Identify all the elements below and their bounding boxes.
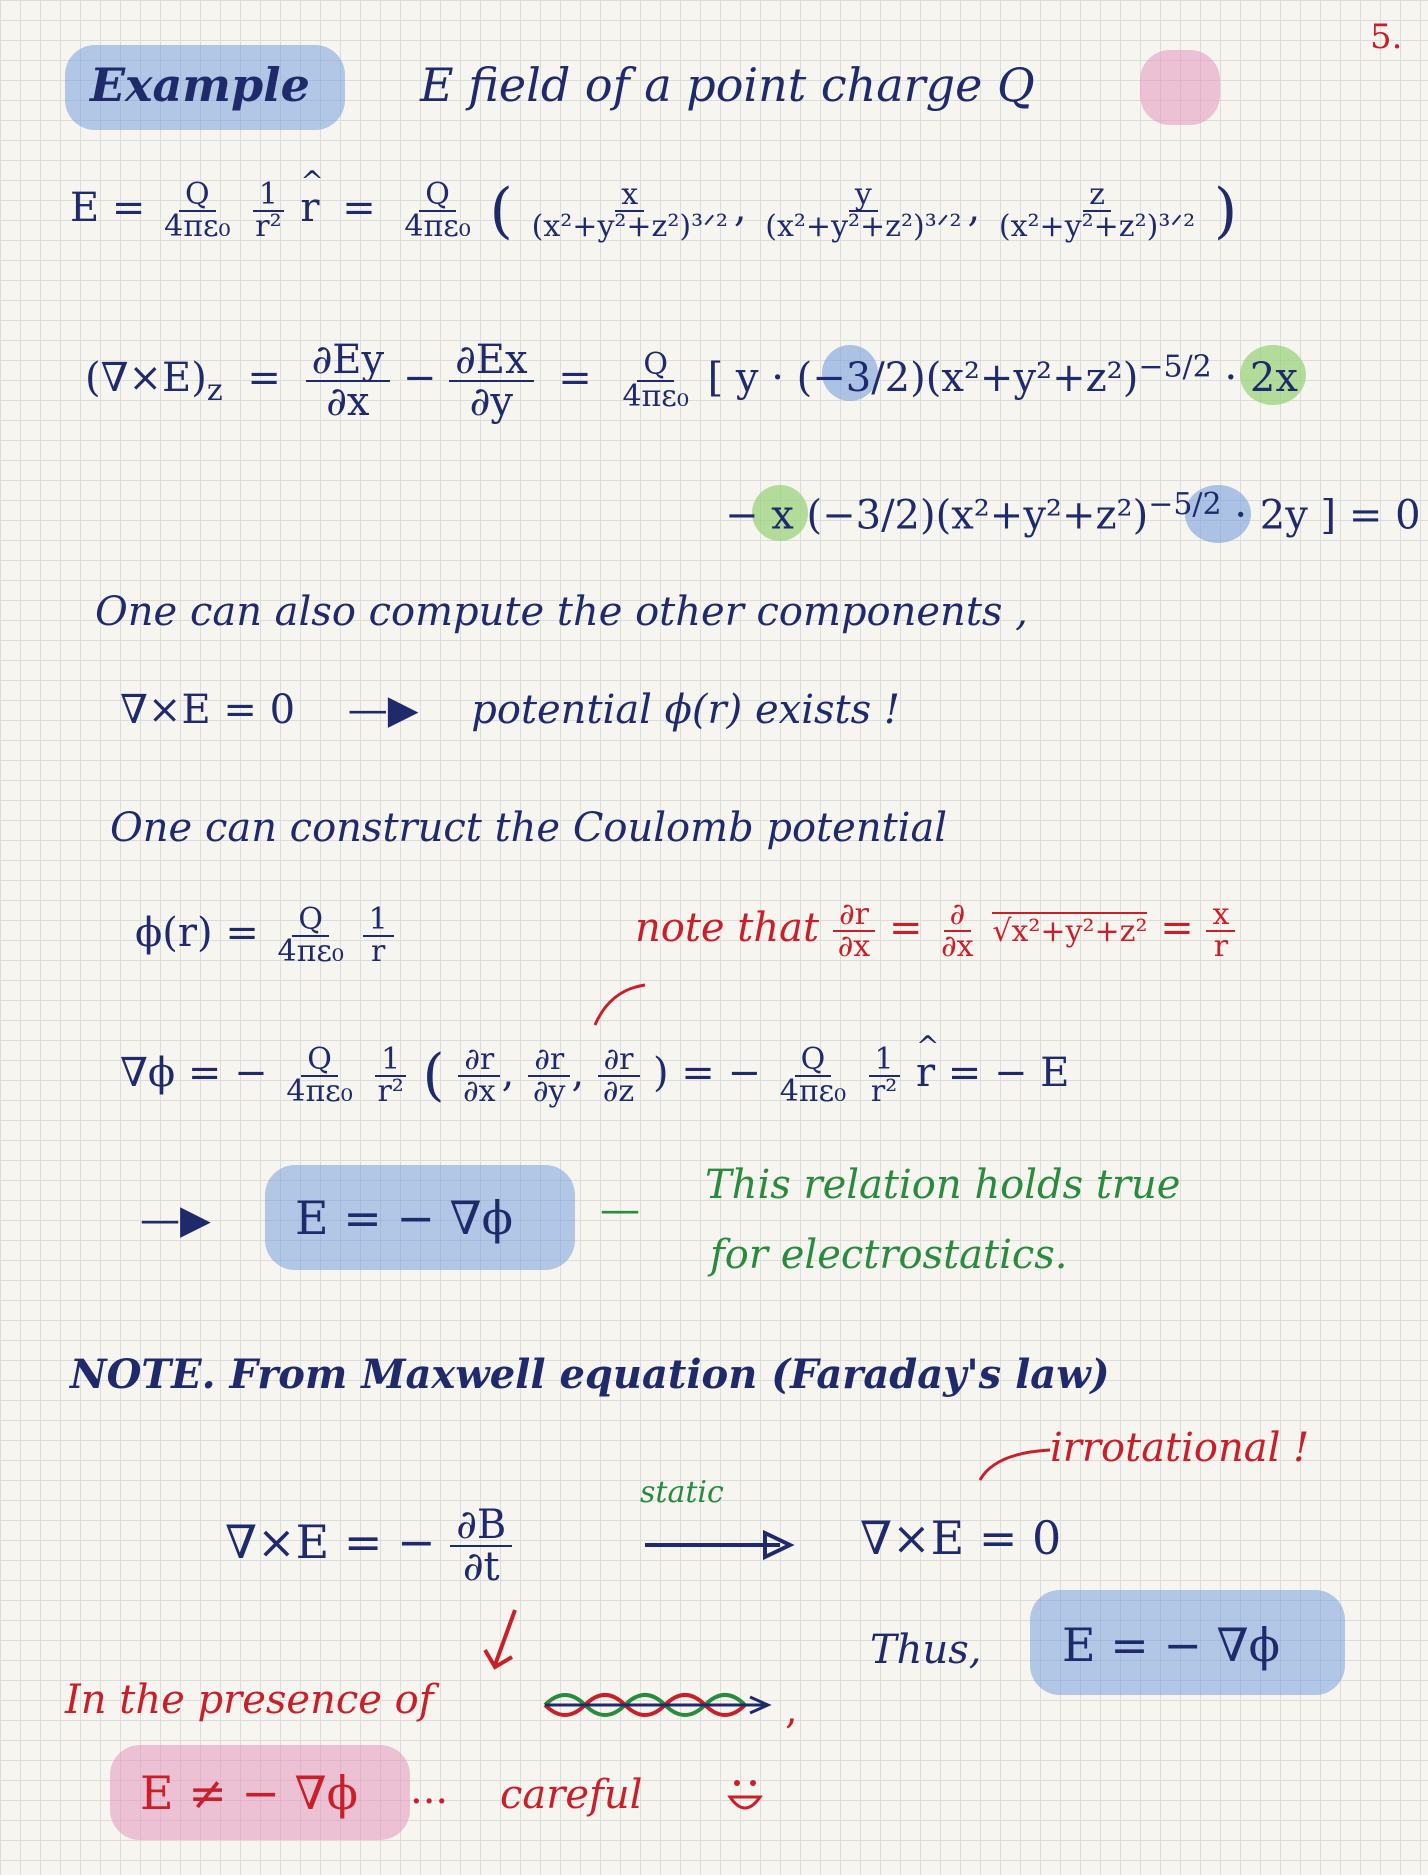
fraction: $\frac{Q}{\text{4πε₀}}$ — [779, 1042, 847, 1109]
smiley-icon — [725, 1775, 765, 1820]
fraction: $\frac{x}{\text{(x²+y²+z²)³ᐟ²}}$ — [531, 177, 728, 244]
faraday-equation: ∇×E = − $\frac{\partial B}{\partial t}$ — [225, 1505, 512, 1587]
fraction: $\frac{\partial r}{\partial x}$ — [832, 900, 876, 962]
relation-arrow: —▶ — [140, 1197, 211, 1243]
page-title: E field of a point charge Q — [420, 58, 1035, 112]
text-coulomb: One can construct the Coulomb potential — [110, 805, 948, 851]
equals: = — [342, 185, 376, 231]
fraction: $\frac{\partial B}{\partial t}$ — [450, 1505, 512, 1587]
note-derivative: note that $\frac{\partial r}{\partial x}$ = $\frac{\partial}{\partial x}$ √x²+y²+z² = $\frac{x}{r}$ — [635, 900, 1235, 962]
curl-z-equation: $(\nabla\times E)_z$ = $\frac{\partial Ey}{\partial x}$ − $\frac{\partial Ex}{\partial y}$ = $\frac{Q}{\text{4πε₀}}$ [ $y \cdot (-3/2)(x^2+y^2+z^2)^{-5/2} \cdot 2x$ — [85, 337, 1298, 425]
q-highlight — [1140, 50, 1220, 125]
curl-z-equation-cont: − x $(-3/2)(x^2+y^2+z^2)^{-5/2} \cdot 2y$ ] = 0 — [725, 487, 1421, 539]
fraction: $\frac{1}{\text{r²}}$ — [865, 1045, 903, 1107]
irrotational-label: irrotational ! — [1050, 1425, 1310, 1471]
fraction: $\frac{x}{r}$ — [1206, 900, 1235, 962]
phi-definition: ϕ(r) = $\frac{Q}{\text{4πε₀}}$ $\frac{1}{r}$ — [135, 905, 394, 967]
curl-zero-line: ∇×E = 0 —▶ potential ϕ(r) exists ! — [120, 687, 900, 733]
faraday-static-result: ∇×E = 0 — [860, 1511, 1062, 1565]
fraction: $\frac{1}{r}$ — [363, 905, 394, 967]
fraction: $\frac{\partial r}{\partial z}$ — [597, 1045, 640, 1107]
fraction: $\frac{y}{\text{(x²+y²+z²)³ᐟ²}}$ — [765, 177, 962, 244]
thus-label: Thus, — [870, 1627, 982, 1673]
thus-equation: E = − ∇ϕ — [1062, 1618, 1281, 1672]
fraction: $\frac{Q}{\text{4πε₀}}$ — [404, 177, 471, 244]
example-label: Example — [90, 58, 310, 112]
fraction: $\frac{\partial Ey}{\partial x}$ — [306, 340, 390, 422]
relation-equation: E = − ∇ϕ — [295, 1191, 514, 1245]
fraction: $\frac{1}{\text{r²}}$ — [249, 180, 287, 242]
irrotational-pointer-line — [975, 1445, 1055, 1485]
fraction: $\frac{\partial}{\partial x}$ — [941, 897, 974, 964]
presence-tail: , — [785, 1687, 798, 1733]
efield-lhs: E = — [70, 185, 146, 231]
fraction: $\frac{1}{\text{r²}}$ — [371, 1045, 409, 1107]
careful-text: careful — [500, 1772, 643, 1818]
gradient-phi-equation: ∇ϕ = − $\frac{Q}{\text{4πε₀}}$ $\frac{1}{\text{r²}}$ ( $\frac{\partial r}{\partial x}$ , $\frac{\partial r}{\partial y}$ , $\frac{\partial r}{\partial z}$ ) = − $\frac{Q}{\text{4πε₀}}$ $\frac{1}{\text{r²}}$ ^ r = − E — [120, 1045, 1069, 1107]
relation-dash: — — [600, 1187, 640, 1233]
fraction: $\frac{\partial Ex}{\partial y}$ — [449, 340, 533, 422]
maxwell-note: NOTE. From Maxwell equation (Faraday's law) — [70, 1351, 1110, 1398]
curl-z-lhs: (∇×E) — [85, 355, 207, 401]
efield-equation: E = $\frac{Q}{\text{4πε₀}}$ $\frac{1}{\text{r²}}$ ^ r = $\frac{Q}{\text{4πε₀}}$ ( $\frac{x}{\text{(x²+y²+z²)³ᐟ²}}$ , $\frac{y}{\text{(x²+y²+z²)³ᐟ²}}$ , $\frac{z}{\text{(x²+y²+z²)³ᐟ²}}$ ) — [70, 180, 1237, 242]
presence-text: In the presence of — [65, 1677, 434, 1723]
note-pointer-line — [590, 980, 650, 1030]
scribble-wave-icon — [540, 1685, 780, 1725]
fraction: $\frac{Q}{\text{4πε₀}}$ — [622, 347, 689, 414]
relation-comment-2: for electrostatics. — [710, 1232, 1068, 1278]
static-arrow — [640, 1530, 800, 1560]
fraction: $\frac{Q}{\text{4πε₀}}$ — [277, 902, 344, 969]
down-arrow-icon — [480, 1605, 530, 1675]
text-components: One can also compute the other components , — [95, 589, 1028, 635]
careful-dots: ... — [410, 1767, 449, 1813]
fraction: $\frac{z}{\text{(x²+y²+z²)³ᐟ²}}$ — [998, 177, 1196, 244]
fraction: $\frac{\partial r}{\partial x}$ — [457, 1045, 501, 1107]
careful-equation: E ≠ − ∇ϕ — [140, 1766, 359, 1820]
fraction: $\frac{\partial r}{\partial y}$ — [527, 1045, 571, 1107]
fraction: $\frac{Q}{\text{4πε₀}}$ — [164, 177, 231, 244]
page-number: 5. — [1370, 17, 1403, 57]
relation-comment-1: This relation holds true — [705, 1162, 1181, 1208]
fraction: $\frac{Q}{\text{4πε₀}}$ — [286, 1042, 353, 1109]
rhat: ^ r — [300, 188, 319, 228]
static-label: static — [640, 1475, 724, 1510]
